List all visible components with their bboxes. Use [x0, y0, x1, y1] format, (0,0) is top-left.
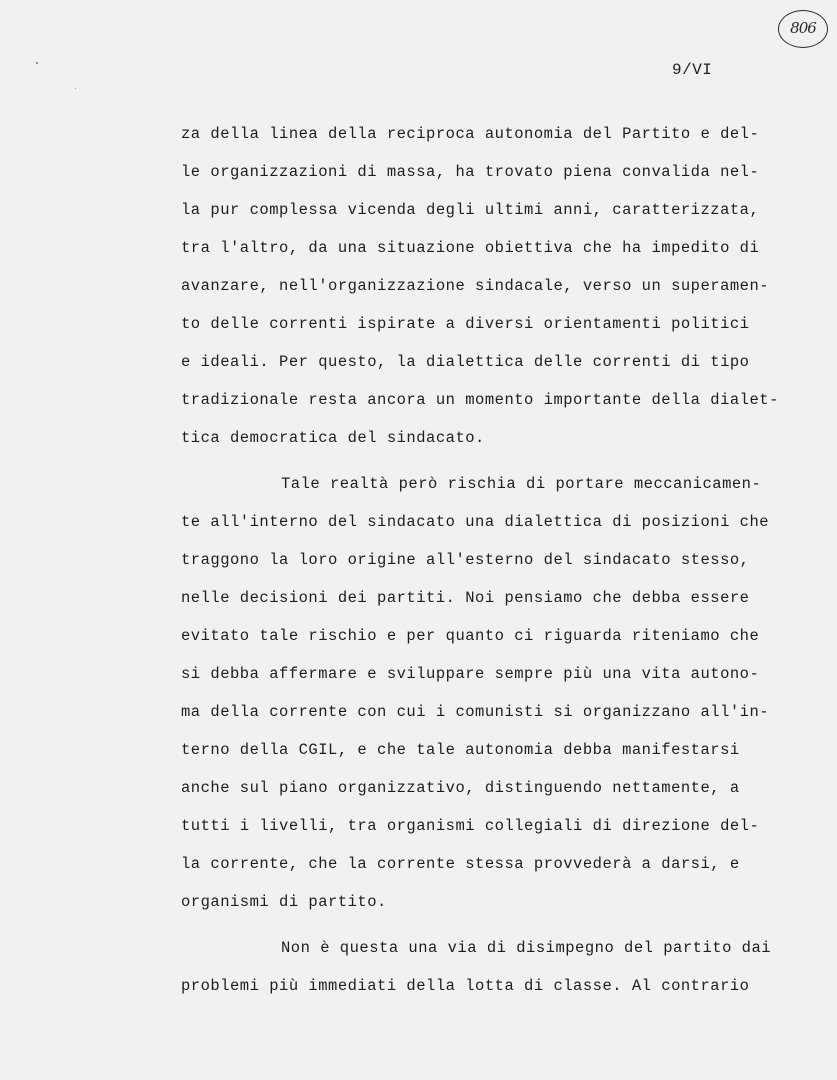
text-line: tica democratica del sindacato. [181, 429, 485, 447]
paper-speck [75, 88, 76, 89]
text-line: tutti i livelli, tra organismi collegiali di direzione del- [181, 817, 760, 835]
paragraph [181, 115, 821, 457]
text-line: organismi di partito. [181, 893, 387, 911]
text-line: za della linea della reciproca autonomia del Partito e del- [181, 125, 760, 143]
text-line: ma della corrente con cui i comunisti si organizzano all'in- [181, 703, 770, 721]
text-line: e ideali. Per questo, la dialettica delle correnti di tipo [181, 353, 750, 371]
text-line: tradizionale resta ancora un momento importante della dialet- [181, 391, 779, 409]
paragraph-gap [181, 457, 821, 465]
paragraph [181, 465, 821, 921]
paragraph [181, 929, 821, 1005]
text-line: anche sul piano organizzativo, distinguendo nettamente, a [181, 779, 740, 797]
text-line: la corrente, che la corrente stessa provvederà a darsi, e [181, 855, 740, 873]
text-line: Tale realtà però rischia di portare meccanicamen- [281, 475, 762, 493]
text-line: Non è questa una via di disimpegno del partito dai [281, 939, 772, 957]
text-line: la pur complessa vicenda degli ultimi anni, caratterizzata, [181, 201, 760, 219]
document-body [181, 115, 821, 1005]
text-line: problemi più immediati della lotta di classe. Al contrario [181, 977, 750, 995]
text-line: si debba affermare e sviluppare sempre più una vita autono- [181, 665, 760, 683]
text-line: avanzare, nell'organizzazione sindacale, verso un superamen- [181, 277, 770, 295]
text-line: le organizzazioni di massa, ha trovato piena convalida nel- [181, 163, 760, 181]
paragraph-gap [181, 921, 821, 929]
text-line: evitato tale rischio e per quanto ci riguarda riteniamo che [181, 627, 760, 645]
text-line: tra l'altro, da una situazione obiettiva che ha impedito di [181, 239, 760, 257]
page-number: 9/VI [672, 61, 713, 79]
text-line: traggono la loro origine all'esterno del sindacato stesso, [181, 551, 750, 569]
text-line: terno della CGIL, e che tale autonomia debba manifestarsi [181, 741, 740, 759]
archive-stamp: 806 [778, 10, 828, 48]
paper-speck [36, 62, 38, 64]
text-line: to delle correnti ispirate a diversi orientamenti politici [181, 315, 750, 333]
text-line: nelle decisioni dei partiti. Noi pensiamo che debba essere [181, 589, 750, 607]
text-line: te all'interno del sindacato una dialettica di posizioni che [181, 513, 770, 531]
